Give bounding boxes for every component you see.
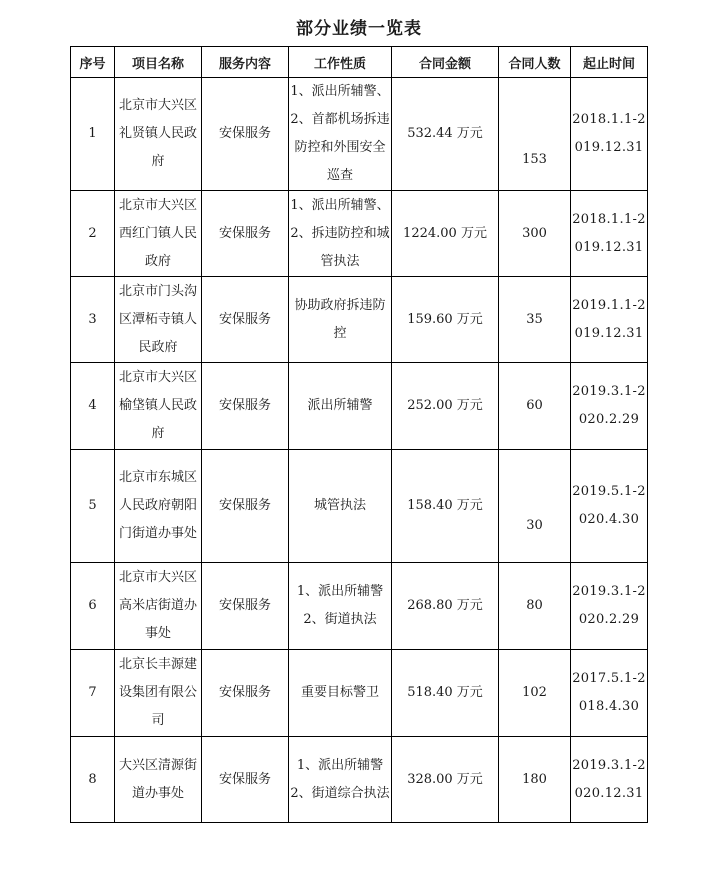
project-name: 北京市东城区人民政府朝阳门街道办事处	[115, 450, 202, 563]
project-name: 北京长丰源建设集团有限公司	[115, 650, 202, 737]
work-nature: 1、派出所辅警、 2、首都机场拆违防控和外围安全巡查	[289, 78, 392, 191]
contract-people: 60	[499, 363, 571, 450]
row-no: 1	[71, 78, 115, 191]
performance-table	[70, 46, 648, 823]
table-header-row	[71, 47, 648, 78]
contract-amount: 532.44 万元	[392, 78, 499, 191]
row-no: 2	[71, 191, 115, 277]
contract-people: 80	[499, 563, 571, 650]
service-content: 安保服务	[202, 450, 289, 563]
period: 2019.3.1-2020.12.31	[571, 737, 648, 823]
row-no: 4	[71, 363, 115, 450]
period: 2019.3.1-2020.2.29	[571, 563, 648, 650]
period: 2018.1.1-2019.12.31	[571, 191, 648, 277]
work-nature: 城管执法	[289, 450, 392, 563]
work-nature: 1、派出所辅警 2、街道综合执法	[289, 737, 392, 823]
row-no: 8	[71, 737, 115, 823]
work-nature: 派出所辅警	[289, 363, 392, 450]
page-title: 部分业绩一览表	[296, 19, 422, 39]
project-name: 北京市大兴区高米店街道办事处	[115, 563, 202, 650]
contract-people: 35	[499, 277, 571, 363]
contract-people: 180	[499, 737, 571, 823]
work-nature: 1、派出所辅警 2、街道执法	[289, 563, 392, 650]
header-project-name: 项目名称	[115, 47, 202, 78]
row-no: 5	[71, 450, 115, 563]
period: 2019.3.1-2020.2.29	[571, 363, 648, 450]
project-name: 北京市门头沟区潭柘寺镇人民政府	[115, 277, 202, 363]
service-content: 安保服务	[202, 277, 289, 363]
work-nature: 重要目标警卫	[289, 650, 392, 737]
row-no: 3	[71, 277, 115, 363]
header-no: 序号	[71, 47, 115, 78]
header-work-nature: 工作性质	[289, 47, 392, 78]
contract-people: 102	[499, 650, 571, 737]
table-row	[71, 78, 648, 191]
table-row	[71, 191, 648, 277]
row-no: 7	[71, 650, 115, 737]
service-content: 安保服务	[202, 78, 289, 191]
contract-people: 30	[499, 450, 571, 563]
project-name: 北京市大兴区礼贤镇人民政府	[115, 78, 202, 191]
header-contract-people: 合同人数	[499, 47, 571, 78]
service-content: 安保服务	[202, 363, 289, 450]
period: 2018.1.1-2019.12.31	[571, 78, 648, 191]
table-row	[71, 277, 648, 363]
contract-amount: 328.00 万元	[392, 737, 499, 823]
contract-amount: 518.40 万元	[392, 650, 499, 737]
project-name: 大兴区清源街道办事处	[115, 737, 202, 823]
table-row	[71, 363, 648, 450]
service-content: 安保服务	[202, 650, 289, 737]
contract-people: 153	[499, 78, 571, 191]
project-name: 北京市大兴区榆垡镇人民政府	[115, 363, 202, 450]
service-content: 安保服务	[202, 737, 289, 823]
period: 2019.1.1-2019.12.31	[571, 277, 648, 363]
contract-amount: 1224.00 万元	[392, 191, 499, 277]
table-row	[71, 563, 648, 650]
contract-amount: 159.60 万元	[392, 277, 499, 363]
contract-amount: 268.80 万元	[392, 563, 499, 650]
contract-amount: 252.00 万元	[392, 363, 499, 450]
contract-amount: 158.40 万元	[392, 450, 499, 563]
table-row	[71, 450, 648, 563]
service-content: 安保服务	[202, 191, 289, 277]
header-service: 服务内容	[202, 47, 289, 78]
contract-people: 300	[499, 191, 571, 277]
work-nature: 协助政府拆违防控	[289, 277, 392, 363]
period: 2019.5.1-2020.4.30	[571, 450, 648, 563]
period: 2017.5.1-2018.4.30	[571, 650, 648, 737]
header-period: 起止时间	[571, 47, 648, 78]
header-contract-amount: 合同金额	[392, 47, 499, 78]
table-row	[71, 737, 648, 823]
table-row	[71, 650, 648, 737]
row-no: 6	[71, 563, 115, 650]
service-content: 安保服务	[202, 563, 289, 650]
project-name: 北京市大兴区西红门镇人民政府	[115, 191, 202, 277]
work-nature: 1、派出所辅警、 2、拆违防控和城管执法	[289, 191, 392, 277]
